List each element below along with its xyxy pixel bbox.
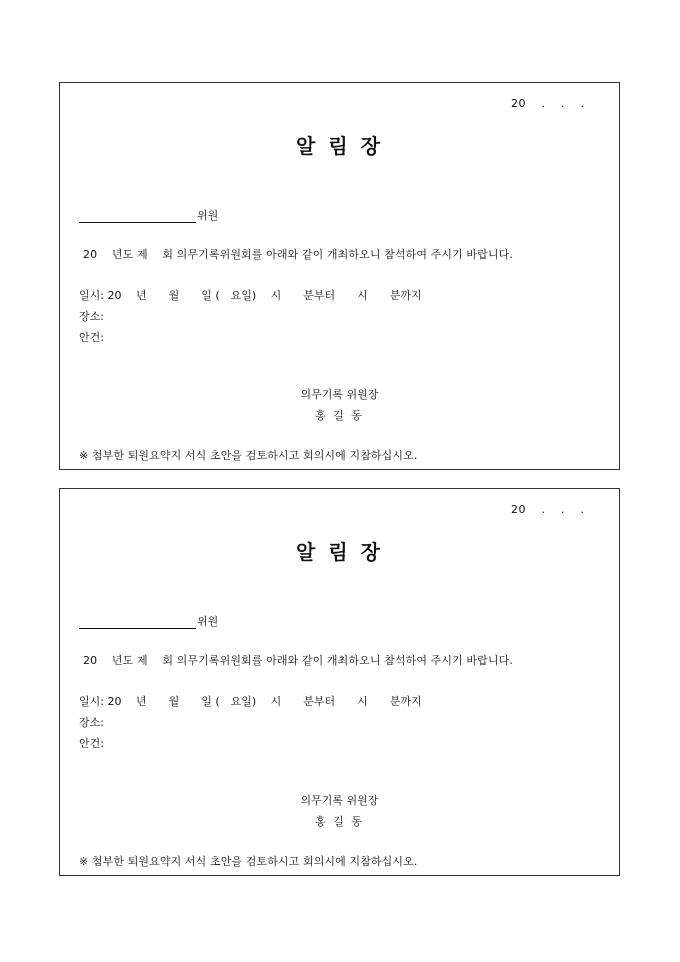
notice-date: 20 . . . [511,503,585,516]
notice-card-1 [59,82,620,470]
field-agenda: 안건: [79,331,104,344]
field-place: 장소: [79,310,104,323]
field-agenda: 안건: [79,737,104,750]
chair-name: 홍 길 동 [315,815,364,828]
addressee-line [79,207,218,223]
addressee-blank [79,616,196,629]
chair-title: 의무기록 위원장 [300,794,379,807]
notice-message: 20 년도 제 회 의무기록위원회를 아래와 같이 개최하오니 참석하여 주시기 바랍니다. [83,654,513,667]
notice-footnote: ※ 첨부한 퇴원요약지 서식 초안을 검토하시고 회의시에 지참하십시오. [79,449,418,462]
addressee-suffix: 위원 [197,615,219,628]
notice-footnote: ※ 첨부한 퇴원요약지 서식 초안을 검토하시고 회의시에 지참하십시오. [79,855,418,868]
field-place: 장소: [79,716,104,729]
addressee-line [79,613,218,629]
addressee-suffix: 위원 [197,209,219,222]
notice-date: 20 . . . [511,97,585,110]
notice-message: 20 년도 제 회 의무기록위원회를 아래와 같이 개최하오니 참석하여 주시기 바랍니다. [83,248,513,261]
notice-title: 알 림 장 [296,134,383,158]
field-datetime: 일시: 20 년 월 일 ( 요일) 시 분부터 시 분까지 [79,289,422,302]
addressee-blank [79,210,196,223]
chair-name: 홍 길 동 [315,409,364,422]
chair-title: 의무기록 위원장 [300,388,379,401]
notice-card-2 [59,488,620,876]
field-datetime: 일시: 20 년 월 일 ( 요일) 시 분부터 시 분까지 [79,695,422,708]
notice-title: 알 림 장 [296,540,383,564]
